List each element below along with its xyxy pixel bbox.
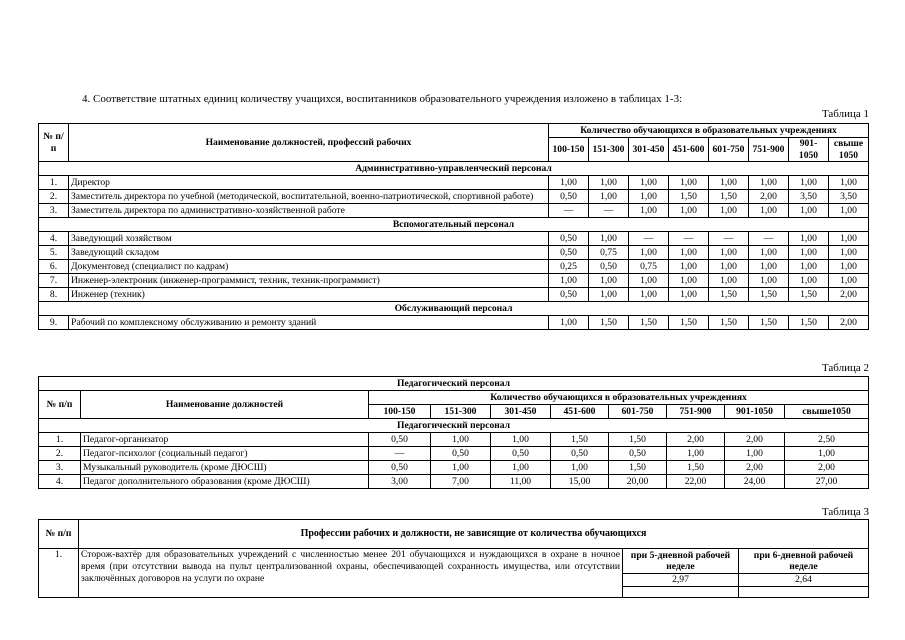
col-header-num: № п/п <box>39 124 69 162</box>
row-value: 0,50 <box>491 447 551 461</box>
row-value: 0,25 <box>549 260 589 274</box>
table3-caption: Таблица 3 <box>821 506 869 518</box>
range-header: свыше1050 <box>785 405 869 419</box>
row-num: 6. <box>39 260 69 274</box>
row-num: 3. <box>39 461 81 475</box>
row-value: 1,00 <box>829 176 869 190</box>
range-header: 100-150 <box>369 405 431 419</box>
section-header: Административно-управленческий персонал <box>39 162 869 176</box>
head-5-day: при 5-дневной рабочей неделе <box>623 549 739 574</box>
row-name: Заместитель директора по административно-хозяйственной работе <box>69 204 549 218</box>
row-value: 3,50 <box>829 190 869 204</box>
row-value: 1,50 <box>669 316 709 330</box>
row-num: 9. <box>39 316 69 330</box>
row-value: 2,00 <box>725 433 785 447</box>
row-value: 1,00 <box>789 274 829 288</box>
row-name: Заведующий хозяйством <box>69 232 549 246</box>
row-value: 1,00 <box>431 433 491 447</box>
table-row <box>39 176 869 190</box>
row-value: 2,00 <box>829 316 869 330</box>
row-value: — <box>669 232 709 246</box>
row-value: 3,00 <box>369 475 431 489</box>
row-value: 1,50 <box>667 461 725 475</box>
row-value: 0,50 <box>369 461 431 475</box>
table1-caption: Таблица 1 <box>821 108 869 120</box>
range-header: 601-750 <box>709 138 749 162</box>
row-value: 1,00 <box>829 204 869 218</box>
row-value: 1,00 <box>669 204 709 218</box>
row-value: 1,00 <box>709 260 749 274</box>
range-header: 100-150 <box>549 138 589 162</box>
row-value: 0,50 <box>549 288 589 302</box>
section-header: Вспомогательный персонал <box>39 218 869 232</box>
row-value: 1,00 <box>749 204 789 218</box>
table-row <box>39 433 869 447</box>
row-value: 1,50 <box>789 288 829 302</box>
row-num: 1. <box>39 433 81 447</box>
row-value: 1,00 <box>629 176 669 190</box>
row-value: 1,50 <box>609 433 667 447</box>
row-num: 3. <box>39 204 69 218</box>
row-value: — <box>589 204 629 218</box>
table-row <box>39 475 869 489</box>
row-value: — <box>369 447 431 461</box>
row-value: 1,50 <box>709 288 749 302</box>
row-value: 1,00 <box>669 246 709 260</box>
empty-cell <box>739 586 869 597</box>
row-value: 2,00 <box>829 288 869 302</box>
row-value: 1,50 <box>789 316 829 330</box>
value-6-day: 2,64 <box>739 574 869 587</box>
row-value: 1,00 <box>629 246 669 260</box>
col-header-num: № п/п <box>39 391 81 419</box>
row-value: 2,00 <box>785 461 869 475</box>
intro-paragraph: 4. Соответствие штатных единиц количеству учащихся, воспитанников образовательного учреждения изложено в таблицах 1-3: <box>82 93 683 105</box>
section-row <box>39 302 869 316</box>
row-num: 2. <box>39 190 69 204</box>
row-value: 1,00 <box>749 274 789 288</box>
row-num: 1. <box>39 549 79 598</box>
row-value: 1,00 <box>789 260 829 274</box>
row-value: 1,00 <box>669 288 709 302</box>
empty-cell <box>623 586 739 597</box>
row-value: 1,50 <box>629 316 669 330</box>
col-header-group: Количество обучающихся в образовательных учреждениях <box>549 124 869 138</box>
row-value: — <box>749 232 789 246</box>
row-value: 11,00 <box>491 475 551 489</box>
row-value: 1,00 <box>549 176 589 190</box>
row-value: 22,00 <box>667 475 725 489</box>
range-header: 901-1050 <box>789 138 829 162</box>
range-header: 301-450 <box>491 405 551 419</box>
row-value: 1,00 <box>709 274 749 288</box>
range-header: свыше 1050 <box>829 138 869 162</box>
row-value: 15,00 <box>551 475 609 489</box>
row-value: 27,00 <box>785 475 869 489</box>
range-header: 151-300 <box>589 138 629 162</box>
row-value: 1,00 <box>667 447 725 461</box>
row-value: 1,00 <box>725 447 785 461</box>
row-value: 0,50 <box>549 190 589 204</box>
row-value: 1,00 <box>669 274 709 288</box>
staff-table-1 <box>38 123 869 330</box>
row-value: 1,00 <box>829 246 869 260</box>
row-name: Сторож-вахтёр для образовательных учреждений с численностью менее 201 обучающихся и нуждающихся в охране в ночное время (при отсутствии вывода на пульт централизованной охраны, обеспечивающей сохранность имущества, или отсутствии заключённых договоров на услуги по охране <box>79 549 623 598</box>
row-value: 0,50 <box>589 260 629 274</box>
row-value: 1,00 <box>669 176 709 190</box>
table-row <box>39 232 869 246</box>
row-value: 1,00 <box>629 288 669 302</box>
row-value: 1,00 <box>431 461 491 475</box>
table-row <box>39 190 869 204</box>
row-value: 1,00 <box>789 204 829 218</box>
staff-table-2 <box>38 376 869 489</box>
row-name: Инженер (техник) <box>69 288 549 302</box>
row-value: 1,00 <box>589 232 629 246</box>
range-header: 751-900 <box>749 138 789 162</box>
range-header: 301-450 <box>629 138 669 162</box>
row-name: Заместитель директора по учебной (методической, воспитательной, военно-патриотической, спортивной работе) <box>69 190 549 204</box>
table-row <box>39 204 869 218</box>
row-value: 1,00 <box>829 260 869 274</box>
row-value: 1,00 <box>789 246 829 260</box>
row-value: 1,00 <box>789 176 829 190</box>
row-value: 1,00 <box>549 274 589 288</box>
row-value: 1,50 <box>551 433 609 447</box>
row-value: 1,00 <box>669 260 709 274</box>
row-name: Директор <box>69 176 549 190</box>
row-value: 2,00 <box>725 461 785 475</box>
row-value: 0,50 <box>549 232 589 246</box>
row-value: — <box>709 232 749 246</box>
row-num: 2. <box>39 447 81 461</box>
row-value: 24,00 <box>725 475 785 489</box>
row-value: 1,50 <box>609 461 667 475</box>
row-num: 5. <box>39 246 69 260</box>
range-header: 601-750 <box>609 405 667 419</box>
row-value: 2,50 <box>785 433 869 447</box>
section-header: Педагогический персонал <box>39 419 869 433</box>
row-value: 1,00 <box>709 176 749 190</box>
row-value: 1,50 <box>709 316 749 330</box>
row-value: 0,50 <box>369 433 431 447</box>
section-row <box>39 218 869 232</box>
table2-caption: Таблица 2 <box>821 362 869 374</box>
table-row <box>39 260 869 274</box>
row-value: 2,00 <box>749 190 789 204</box>
row-num: 8. <box>39 288 69 302</box>
row-name: Педагог дополнительного образования (кроме ДЮСШ) <box>81 475 369 489</box>
table-row <box>39 461 869 475</box>
table-row <box>39 288 869 302</box>
row-value: 1,00 <box>829 274 869 288</box>
row-value: 1,00 <box>589 288 629 302</box>
row-value: 1,00 <box>749 260 789 274</box>
row-num: 7. <box>39 274 69 288</box>
row-value: 0,50 <box>431 447 491 461</box>
row-value: 0,50 <box>609 447 667 461</box>
range-header: 901-1050 <box>725 405 785 419</box>
row-value: 1,00 <box>709 204 749 218</box>
row-value: 0,75 <box>629 260 669 274</box>
row-value: 1,00 <box>589 176 629 190</box>
table-row <box>39 274 869 288</box>
row-value: 1,00 <box>785 447 869 461</box>
staff-table-3 <box>38 519 869 598</box>
row-value: 3,50 <box>789 190 829 204</box>
row-value: 20,00 <box>609 475 667 489</box>
table-row <box>39 549 869 574</box>
row-value: 1,00 <box>789 232 829 246</box>
range-header: 151-300 <box>431 405 491 419</box>
head-6-day: при 6-дневной рабочей неделе <box>739 549 869 574</box>
row-value: — <box>549 204 589 218</box>
range-header: 451-600 <box>669 138 709 162</box>
col-header-title: Профессии рабочих и должности, не зависящие от количества обучающихся <box>79 520 869 549</box>
range-header: 751-900 <box>667 405 725 419</box>
row-value: 1,00 <box>629 204 669 218</box>
row-value: 1,00 <box>749 246 789 260</box>
row-value: 1,00 <box>589 190 629 204</box>
col-header-name: Наименование должностей, профессий рабочих <box>69 124 549 162</box>
row-value: 0,75 <box>589 246 629 260</box>
row-num: 4. <box>39 232 69 246</box>
row-value: 1,50 <box>669 190 709 204</box>
row-num: 4. <box>39 475 81 489</box>
table-row <box>39 246 869 260</box>
row-value: 0,50 <box>551 447 609 461</box>
row-value: 1,00 <box>551 461 609 475</box>
section-header: Обслуживающий персонал <box>39 302 869 316</box>
table-row <box>39 447 869 461</box>
row-name: Педагог-организатор <box>81 433 369 447</box>
row-value: 1,00 <box>749 176 789 190</box>
row-value: 1,00 <box>629 190 669 204</box>
row-value: 1,00 <box>709 246 749 260</box>
range-header: 451-600 <box>551 405 609 419</box>
row-value: 1,50 <box>709 190 749 204</box>
row-value: — <box>629 232 669 246</box>
row-value: 1,00 <box>491 433 551 447</box>
row-name: Рабочий по комплексному обслуживанию и ремонту зданий <box>69 316 549 330</box>
col-header-group: Количество обучающихся в образовательных учреждениях <box>369 391 869 405</box>
table2-title: Педагогический персонал <box>39 377 869 391</box>
value-5-day: 2,97 <box>623 574 739 587</box>
section-row <box>39 162 869 176</box>
row-value: 1,00 <box>829 232 869 246</box>
row-value: 0,50 <box>549 246 589 260</box>
row-value: 1,50 <box>749 288 789 302</box>
row-name: Заведующий складом <box>69 246 549 260</box>
row-value: 2,00 <box>667 433 725 447</box>
row-value: 7,00 <box>431 475 491 489</box>
col-header-name: Наименование должностей <box>81 391 369 419</box>
row-name: Педагог-психолог (социальный педагог) <box>81 447 369 461</box>
row-name: Музыкальный руководитель (кроме ДЮСШ) <box>81 461 369 475</box>
col-header-num: № п/п <box>39 520 79 549</box>
table-row <box>39 316 869 330</box>
row-value: 1,00 <box>549 316 589 330</box>
row-num: 1. <box>39 176 69 190</box>
row-value: 1,50 <box>749 316 789 330</box>
row-value: 1,50 <box>589 316 629 330</box>
row-value: 1,00 <box>629 274 669 288</box>
row-name: Инженер-электроник (инженер-программист, техник, техник-программист) <box>69 274 549 288</box>
row-value: 1,00 <box>491 461 551 475</box>
row-value: 1,00 <box>589 274 629 288</box>
row-name: Документовед (специалист по кадрам) <box>69 260 549 274</box>
